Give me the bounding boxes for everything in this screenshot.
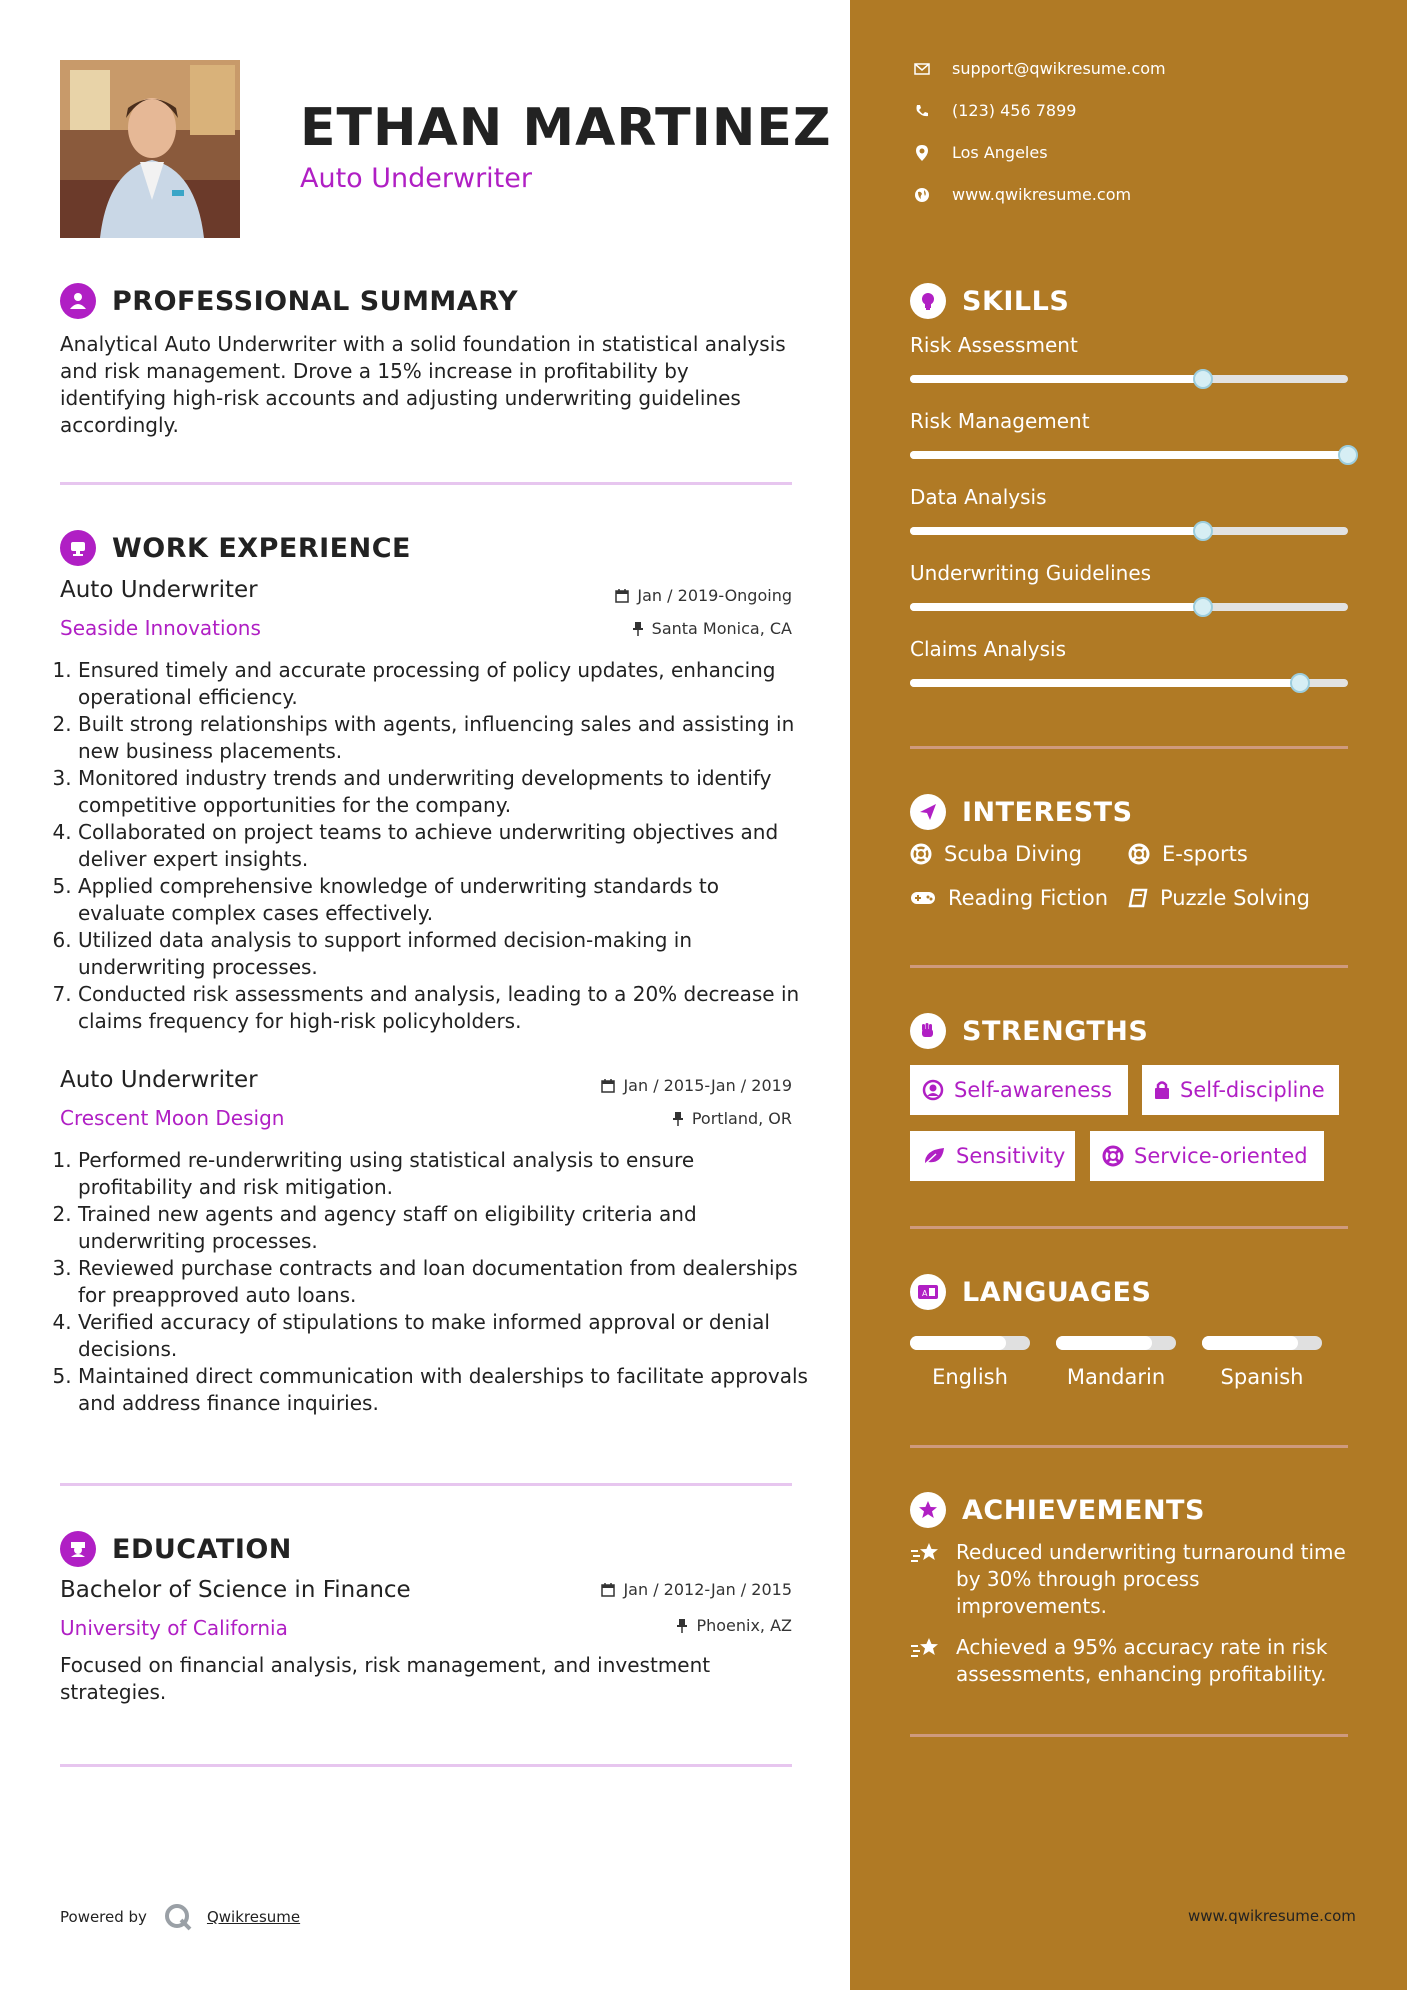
section-divider [910, 1445, 1348, 1448]
profile-photo [60, 60, 240, 238]
strengths-title: STRENGTHS [962, 1015, 1149, 1047]
section-divider [910, 1226, 1348, 1229]
shooting-star-icon [910, 1539, 944, 1620]
language-bar-fill [910, 1336, 1006, 1350]
language-name: Mandarin [1066, 1365, 1166, 1389]
skills-heading [910, 283, 1069, 319]
star-icon [910, 1492, 946, 1528]
pin-icon [632, 622, 644, 636]
job-dates [500, 586, 792, 605]
lifebuoy-icon [1128, 843, 1150, 865]
gamepad-icon [910, 890, 936, 906]
achievements-heading [910, 1492, 1205, 1528]
strength-label: Self-discipline [1180, 1078, 1325, 1102]
list-item: 4. Collaborated on project teams to achieve underwriting objectives and deliver expert insights. [78, 819, 810, 873]
skills-title: SKILLS [962, 285, 1070, 317]
section-divider [60, 1764, 792, 1767]
job-location-text: Santa Monica, CA [651, 619, 792, 638]
job-company: Seaside Innovations [60, 616, 261, 640]
education-heading [60, 1531, 292, 1567]
contact-email [912, 59, 1166, 78]
footer-website[interactable]: www.qwikresume.com [1188, 1907, 1356, 1925]
pin-icon [676, 1619, 688, 1633]
list-item: 3. Monitored industry trends and underwriting developments to identify competitive opportunities for the company. [78, 765, 810, 819]
list-item: 1. Ensured timely and accurate processing of policy updates, enhancing operational efficiency. [78, 657, 810, 711]
book-icon [1128, 888, 1148, 908]
website-text[interactable]: www.qwikresume.com [952, 185, 1132, 204]
degree-title: Bachelor of Science in Finance [60, 1577, 411, 1603]
skill-bar-knob [1290, 673, 1310, 693]
language-bar [910, 1336, 1030, 1350]
language-icon [910, 1274, 946, 1310]
skill-name: Data Analysis [910, 485, 1047, 509]
language-bar-fill [1202, 1336, 1298, 1350]
education-dates-text: Jan / 2012-Jan / 2015 [623, 1580, 792, 1599]
language-bar [1056, 1336, 1176, 1350]
powered-by-label: Powered by [60, 1908, 147, 1926]
skill-bar [910, 527, 1348, 535]
lifebuoy-icon [1102, 1145, 1124, 1167]
achievements-title: ACHIEVEMENTS [962, 1494, 1205, 1526]
skill-name: Claims Analysis [910, 637, 1066, 661]
briefcase-icon [60, 530, 96, 566]
strength-label: Service-oriented [1134, 1144, 1308, 1168]
language-bar [1202, 1336, 1322, 1350]
pin-icon [672, 1112, 684, 1126]
graduation-cap-icon [60, 1531, 96, 1567]
strength-chip [1142, 1065, 1339, 1115]
strength-label: Sensitivity [956, 1144, 1066, 1168]
section-divider [910, 965, 1348, 968]
strength-chip [910, 1065, 1128, 1115]
skill-bar [910, 375, 1348, 383]
summary-title: PROFESSIONAL SUMMARY [112, 285, 519, 317]
interest-item [910, 886, 1108, 910]
shooting-star-icon [910, 1634, 944, 1688]
summary-heading [60, 283, 518, 319]
skill-name: Underwriting Guidelines [910, 561, 1152, 585]
globe-icon [912, 187, 932, 203]
section-divider [60, 1483, 792, 1486]
skill-bar-knob [1338, 445, 1358, 465]
education-location-text: Phoenix, AZ [696, 1616, 792, 1635]
skill-bar-fill [910, 375, 1203, 383]
work-heading [60, 530, 411, 566]
section-divider [910, 746, 1348, 749]
phone-icon [912, 104, 932, 118]
education-location [500, 1616, 792, 1635]
list-item: 5. Applied comprehensive knowledge of underwriting standards to evaluate complex cases effectively. [78, 873, 810, 927]
list-item: 4. Verified accuracy of stipulations to make informed approval or denial decisions. [78, 1309, 810, 1363]
achievement-text: Achieved a 95% accuracy rate in risk assessments, enhancing profitability. [956, 1635, 1328, 1686]
list-item: 7. Conducted risk assessments and analysis, leading to a 20% decrease in claims frequency for high-risk policyholders. [78, 981, 810, 1035]
job-duties [60, 1147, 810, 1417]
job-location [500, 619, 792, 638]
footer-powered [60, 1902, 300, 1932]
job-dates-text: Jan / 2019-Ongoing [637, 586, 792, 605]
language-bar-fill [1056, 1336, 1152, 1350]
school-name: University of California [60, 1616, 288, 1640]
skill-name: Risk Assessment [910, 333, 1078, 357]
leaf-icon [922, 1146, 946, 1166]
contact-phone [912, 101, 1076, 120]
achievement-text: Reduced underwriting turnaround time by 30% through process improvements. [956, 1540, 1346, 1618]
skill-bar-fill [910, 603, 1203, 611]
interest-label: E-sports [1162, 842, 1248, 866]
calendar-icon [601, 1583, 615, 1597]
list-item: 1. Performed re-underwriting using statistical analysis to ensure profitability and risk mitigation. [78, 1147, 810, 1201]
interest-label: Reading Fiction [948, 886, 1109, 910]
strengths-heading [910, 1013, 1148, 1049]
candidate-role: Auto Underwriter [300, 163, 532, 194]
section-divider [910, 1734, 1348, 1737]
languages-title: LANGUAGES [962, 1276, 1152, 1308]
lifebuoy-icon [910, 843, 932, 865]
contact-website [912, 185, 1131, 204]
lock-icon [1154, 1080, 1170, 1100]
job-duties [60, 657, 810, 1035]
svg-text:A: A [922, 1289, 928, 1298]
user-circle-icon [922, 1079, 944, 1101]
skill-bar-fill [910, 451, 1348, 459]
skill-name: Risk Management [910, 409, 1090, 433]
job-dates-text: Jan / 2015-Jan / 2019 [623, 1076, 792, 1095]
job-location [500, 1109, 792, 1128]
education-dates [500, 1580, 792, 1599]
contact-location [912, 143, 1048, 162]
interest-item [1128, 886, 1310, 910]
job-location-text: Portland, OR [691, 1109, 792, 1128]
user-icon [60, 283, 96, 319]
qwikresume-logo-icon [163, 1902, 193, 1932]
job-title: Auto Underwriter [60, 1067, 258, 1093]
skill-bar-fill [910, 527, 1203, 535]
location-text: Los Angeles [952, 143, 1048, 162]
job-dates [500, 1076, 792, 1095]
envelope-icon [912, 63, 932, 75]
skill-bar [910, 603, 1348, 611]
list-item: 3. Reviewed purchase contracts and loan documentation from dealerships for preapproved auto loans. [78, 1255, 810, 1309]
language-name: Spanish [1220, 1365, 1304, 1389]
summary-text: Analytical Auto Underwriter with a solid foundation in statistical analysis and risk management. Drove a 15% increase in profitability by identifying high-risk accounts and adjusting underwriting guidelines accordingly. [60, 332, 786, 437]
lightbulb-icon [910, 283, 946, 319]
calendar-icon [615, 589, 629, 603]
skill-bar [910, 679, 1348, 687]
calendar-icon [601, 1079, 615, 1093]
strength-chip [1090, 1131, 1324, 1181]
education-text: Focused on financial analysis, risk management, and investment strategies. [60, 1653, 711, 1704]
achievement-item [910, 1634, 1350, 1688]
qwikresume-link[interactable]: Qwikresume [206, 1908, 301, 1926]
skill-bar [910, 451, 1348, 459]
interest-item [1128, 842, 1248, 866]
achievement-item [910, 1539, 1350, 1620]
languages-heading [910, 1274, 1151, 1310]
work-title: WORK EXPERIENCE [112, 532, 411, 564]
email-text[interactable]: support@qwikresume.com [952, 59, 1166, 78]
education-title: EDUCATION [112, 1533, 292, 1565]
map-marker-icon [912, 145, 932, 161]
list-item: 5. Maintained direct communication with dealerships to facilitate approvals and address finance inquiries. [78, 1363, 810, 1417]
interests-heading [910, 794, 1133, 830]
interest-item [910, 842, 1082, 866]
list-item: 2. Trained new agents and agency staff on eligibility criteria and underwriting processes. [78, 1201, 810, 1255]
phone-text: (123) 456 7899 [952, 101, 1077, 120]
interest-label: Scuba Diving [944, 842, 1082, 866]
list-item: 6. Utilized data analysis to support informed decision-making in underwriting processes. [78, 927, 810, 981]
section-divider [60, 482, 792, 485]
list-item: 2. Built strong relationships with agents, influencing sales and assisting in new business placements. [78, 711, 810, 765]
candidate-name: ETHAN MARTINEZ [300, 98, 832, 158]
strength-chip [910, 1131, 1075, 1181]
job-title: Auto Underwriter [60, 577, 258, 603]
interest-label: Puzzle Solving [1160, 886, 1310, 910]
language-name: English [932, 1365, 1008, 1389]
interests-title: INTERESTS [962, 796, 1133, 828]
job-company: Crescent Moon Design [60, 1106, 285, 1130]
strength-label: Self-awareness [954, 1078, 1113, 1102]
fist-icon [910, 1013, 946, 1049]
skill-bar-fill [910, 679, 1300, 687]
paper-plane-icon [910, 794, 946, 830]
